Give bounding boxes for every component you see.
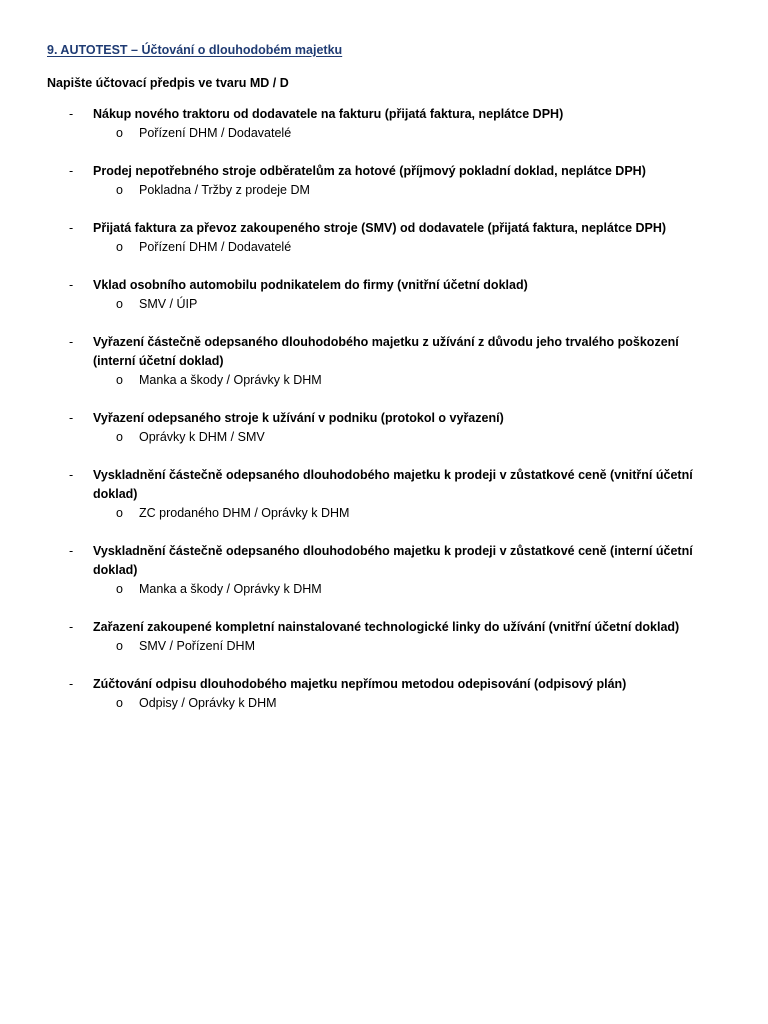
dash-marker: - — [69, 335, 74, 349]
answer-text: Pořízení DHM / Dodavatelé — [139, 126, 292, 140]
question-text: Zařazení zakoupené kompletní nainstalované technologické linky do užívání (vnitřní účetní doklad) — [93, 620, 680, 634]
question-text: Vyřazení částečně odepsaného dlouhodobého majetku z užívání z důvodu jeho trvalého poškození (interní účetní doklad) — [93, 335, 679, 368]
question-text: Vklad osobního automobilu podnikatelem do firmy (vnitřní účetní doklad) — [93, 278, 528, 292]
question — [0, 276, 768, 295]
answer-text: Odpisy / Oprávky k DHM — [139, 696, 277, 710]
instruction-text: Napište účtovací předpis ve tvaru MD / D — [47, 76, 289, 90]
exercise-list — [0, 105, 768, 732]
answer — [0, 238, 768, 257]
answer-text: SMV / Pořízení DHM — [139, 639, 255, 653]
document-title: 9. AUTOTEST – Účtování o dlouhodobém majetku — [47, 43, 343, 57]
list-item — [0, 675, 768, 713]
answer — [0, 295, 768, 314]
answer — [0, 181, 768, 200]
answer-text: Manka a škody / Oprávky k DHM — [139, 373, 322, 387]
answer — [0, 371, 768, 390]
dash-marker: - — [69, 620, 74, 634]
dash-marker: - — [69, 164, 74, 178]
question — [0, 105, 768, 124]
question-text: Nákup nového traktoru od dodavatele na fakturu (přijatá faktura, neplátce DPH) — [93, 107, 564, 121]
question — [0, 333, 768, 371]
dash-marker: - — [69, 411, 74, 425]
bullet-marker: o — [116, 430, 123, 444]
answer — [0, 637, 768, 656]
answer — [0, 504, 768, 523]
answer — [0, 580, 768, 599]
question — [0, 675, 768, 694]
dash-marker: - — [69, 468, 74, 482]
answer-text: Manka a škody / Oprávky k DHM — [139, 582, 322, 596]
question — [0, 409, 768, 428]
answer-text: SMV / ÚIP — [139, 297, 198, 311]
list-item — [0, 276, 768, 314]
bullet-marker: o — [116, 373, 123, 387]
dash-marker: - — [69, 278, 74, 292]
bullet-marker: o — [116, 639, 123, 653]
bullet-marker: o — [116, 240, 123, 254]
dash-marker: - — [69, 544, 74, 558]
list-item — [0, 333, 768, 390]
answer — [0, 124, 768, 143]
list-item — [0, 466, 768, 523]
answer — [0, 428, 768, 447]
list-item — [0, 219, 768, 257]
answer-text: Pořízení DHM / Dodavatelé — [139, 240, 292, 254]
list-item — [0, 162, 768, 200]
question-text: Prodej nepotřebného stroje odběratelům za hotové (příjmový pokladní doklad, neplátce DPH) — [93, 164, 646, 178]
answer-text: Oprávky k DHM / SMV — [139, 430, 265, 444]
dash-marker: - — [69, 221, 74, 235]
list-item — [0, 618, 768, 656]
question — [0, 542, 768, 580]
answer — [0, 694, 768, 713]
bullet-marker: o — [116, 696, 123, 710]
question-text: Zúčtování odpisu dlouhodobého majetku nepřímou metodou odepisování (odpisový plán) — [93, 677, 627, 691]
list-item — [0, 409, 768, 447]
list-item — [0, 542, 768, 599]
question — [0, 466, 768, 504]
dash-marker: - — [69, 677, 74, 691]
dash-marker: - — [69, 107, 74, 121]
question — [0, 162, 768, 181]
question-text: Přijatá faktura za převoz zakoupeného stroje (SMV) od dodavatele (přijatá faktura, neplátce DPH) — [93, 221, 667, 235]
answer-text: Pokladna / Tržby z prodeje DM — [139, 183, 310, 197]
bullet-marker: o — [116, 297, 123, 311]
list-item — [0, 105, 768, 143]
bullet-marker: o — [116, 582, 123, 596]
bullet-marker: o — [116, 126, 123, 140]
question — [0, 618, 768, 637]
question — [0, 219, 768, 238]
bullet-marker: o — [116, 183, 123, 197]
question-text: Vyskladnění částečně odepsaného dlouhodobého majetku k prodeji v zůstatkové ceně (vnitřní účetní doklad) — [93, 468, 693, 501]
bullet-marker: o — [116, 506, 123, 520]
question-text: Vyskladnění částečně odepsaného dlouhodobého majetku k prodeji v zůstatkové ceně (interní účetní doklad) — [93, 544, 693, 577]
answer-text: ZC prodaného DHM / Oprávky k DHM — [139, 506, 350, 520]
question-text: Vyřazení odepsaného stroje k užívání v podniku (protokol o vyřazení) — [93, 411, 504, 425]
